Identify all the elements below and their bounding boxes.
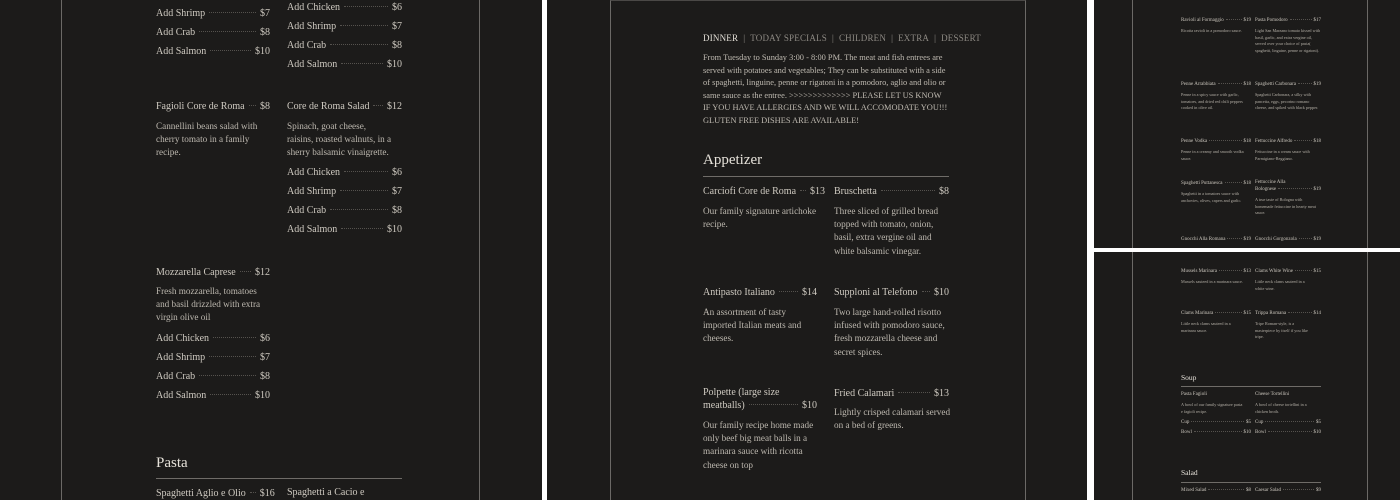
addon-row: Add Shrimp $7: [287, 21, 402, 32]
menu-item-title: Spaghetti Puttanesca $18: [1181, 181, 1251, 186]
menu-item-title: Mozzarella Caprese $12: [156, 267, 270, 278]
menu-intro-text: From Tuesday to Sunday 3:00 - 8:00 PM. The meat and fish entrees are served with potatoes and vegetables; They can be substituted with a side of spaghetti, linguine, penne or rigatoni in a pomodoro, aglio and olio or same sauce as the entree. >>>>>>>>>>>>> PLEASE LET US KNOW IF YOU HAVE ALLERGIES AND WE WILL ACCOMODATE YOU!!! GLUTEN FREE DISHES ARE AVAILABLE!: [703, 53, 948, 125]
menu-item-title: Fettuccine Alfredo $18: [1255, 139, 1321, 144]
menu-item-description: Spaghetti in a tomatoes sauce with anchovies, olives, capers and garlic.: [1181, 191, 1242, 203]
menu-item-title: Cheese Tortellini: [1255, 392, 1290, 397]
menu-item-title: Clams Marinara $15: [1181, 311, 1251, 316]
addon-row: Add Crab $8: [156, 371, 270, 382]
section-heading-pasta: Pasta: [156, 455, 188, 471]
menu-item-title: Penne Arrabbiata $18: [1181, 82, 1251, 87]
menu-item-title: Mussels Marinara $13: [1181, 269, 1251, 274]
menu-page-pasta-thumbnail: [1094, 0, 1400, 248]
menu-category-nav: [703, 33, 981, 43]
menu-item-title: Bruschetta $8: [834, 186, 949, 197]
menu-page-dinner: [547, 0, 1087, 500]
menu-item-title: Fagioli Core de Roma $8: [156, 101, 270, 112]
size-row: Cup $5: [1255, 420, 1321, 425]
menu-item-description: Little neck clams sauteed in a white wine.: [1255, 279, 1305, 291]
menu-item-title: Supploni al Telefono $10: [834, 287, 949, 298]
menu-item-description: A bowl of our family signature pasta e fagioli recipe.: [1181, 402, 1243, 414]
addon-row: Add Salmon $10: [287, 224, 402, 235]
menu-item-description: Tripe Roman-style, is a masterpiece by itself if you like tripe.: [1255, 321, 1308, 340]
page-frame: [61, 0, 480, 500]
addon-row: Add Crab $8: [287, 40, 402, 51]
menu-item-description: Penne in a creamy and smooth vodka sauce.: [1181, 149, 1244, 161]
addon-row: Add Shrimp $7: [287, 186, 402, 197]
menu-item-description: Our family recipe home made only beef big meat balls in a marinara sauce with ricotta cheese on top: [703, 420, 814, 470]
menu-item-title: Pasta Fagioli: [1181, 392, 1207, 397]
addon-row: Add Salmon $10: [156, 390, 270, 401]
menu-item-title: Caesar Salad $9: [1255, 488, 1321, 493]
menu-item-title: Ravioli al Formaggio $19: [1181, 18, 1251, 23]
menu-item-description: Spaghetti Carbonara, a silky with pancetta, eggs, pecorino romano cheese, and spiked with black pepper.: [1255, 92, 1319, 111]
menu-item-description: Penne in a spicy sauce with garlic, tomatoes, and dried red chili peppers cooked in olive oil.: [1181, 92, 1243, 111]
menu-item-title: Trippa Romana $14: [1255, 311, 1321, 316]
addon-row: Add Shrimp $7: [156, 8, 270, 19]
section-divider: [703, 176, 949, 177]
menu-item-description: A bowl of cheese tortellini in a chicken broth.: [1255, 402, 1307, 414]
size-row: Bowl $10: [1255, 430, 1321, 435]
section-divider: [156, 478, 402, 479]
addon-row: Add Chicken $6: [287, 2, 402, 13]
menu-item-title: Spaghetti Aglio e Olio $16: [156, 488, 275, 499]
menu-item-title: Spaghetti a Cacio e: [287, 487, 365, 498]
tab-extra[interactable]: EXTRA: [898, 33, 930, 43]
nav-separator: |: [934, 33, 937, 43]
menu-item-description: Cannellini beans salad with cherry tomato in a family recipe.: [156, 121, 258, 158]
menu-item-description: Lightly crisped calamari served on a bed of greens.: [834, 407, 951, 431]
menu-item-description: Light San Marzano tomato kissed with basil, garlic, and extra vergine oil, served over your choice of pasta( spaghetti, linguine, penne or rigatoni).: [1255, 28, 1321, 53]
menu-item-title: Pasta Pomodoro $17: [1255, 18, 1321, 23]
menu-item-title: Gnocchi Alla Romana $19: [1181, 237, 1251, 242]
menu-item-title-line: Fettuccine Alla: [1255, 180, 1286, 185]
menu-page-left: [0, 0, 542, 500]
nav-separator: |: [831, 33, 834, 43]
menu-item-description: Little neck clams sauteed in a marinara sauce.: [1181, 321, 1231, 333]
size-row: Bowl $10: [1181, 430, 1251, 435]
menu-item-description: Fresh mozzarella, tomatoes and basil drizzled with extra virgin olive oil: [156, 286, 261, 323]
addon-row: Add Salmon $10: [287, 59, 402, 70]
addon-row: Add Shrimp $7: [156, 352, 270, 363]
page-frame: [1132, 0, 1368, 248]
menu-item-description: Spinach, goat cheese, raisins, roasted walnuts, in a sherry balsamic vinaigrette.: [287, 121, 392, 158]
nav-separator: |: [743, 33, 746, 43]
menu-item-title: Spaghetti Carbonara $19: [1255, 82, 1321, 87]
tab-today-specials[interactable]: TODAY SPECIALS: [750, 33, 827, 43]
menu-item-description: Ricotta ravioli in a pomodoro sauce.: [1181, 28, 1242, 33]
menu-item-description: Three sliced of grilled bread topped with tomato, onion, basil, extra vergine oil and white balsamic vinegar.: [834, 206, 939, 256]
menu-item-title: Penne Vodka $18: [1181, 139, 1251, 144]
menu-item-description: Fettuccine in a cream sauce with Parmigiano-Reggiano.: [1255, 149, 1310, 161]
section-heading-appetizer: Appetizer: [703, 152, 763, 168]
menu-page-soup-salad-thumbnail: [1094, 252, 1400, 500]
section-heading-salad: Salad: [1181, 468, 1198, 477]
addon-row: Add Chicken $6: [287, 167, 402, 178]
menu-item-title: Clams White Wine $15: [1255, 269, 1321, 274]
menu-item-title: Mixed Salad $8: [1181, 488, 1251, 493]
size-row: Cup $5: [1181, 420, 1251, 425]
menu-item-title: Core de Roma Salad $12: [287, 101, 402, 112]
addon-row: Add Crab $8: [287, 205, 402, 216]
menu-item-title: meatballs) $10: [703, 400, 817, 411]
addon-row: Add Chicken $6: [156, 333, 270, 344]
menu-item-title: Gnocchi Gorgonzola $19: [1255, 237, 1321, 242]
addon-row: Add Salmon $10: [156, 46, 270, 57]
section-heading-soup: Soup: [1181, 373, 1197, 382]
page-frame: [1132, 252, 1368, 500]
menu-item-description: A true taste of Bologna with homemade fettuccine in hearty meat sauce.: [1255, 197, 1316, 216]
menu-item-title: Fried Calamari $13: [834, 388, 949, 399]
menu-item-title: Antipasto Italiano $14: [703, 287, 817, 298]
menu-item-title-line: Polpette (large size: [703, 387, 780, 398]
nav-separator: |: [891, 33, 894, 43]
menu-item-description: Mussels sauteed in a marinara sauce.: [1181, 279, 1243, 284]
menu-item-description: An assortment of tasty imported Italian meats and cheeses.: [703, 307, 802, 344]
menu-item-description: Our family signature artichoke recipe.: [703, 206, 817, 230]
addon-row: Add Crab $8: [156, 27, 270, 38]
menu-item-title: Bolognese $19: [1255, 187, 1321, 192]
menu-item-title: Carciofi Core de Roma $13: [703, 186, 826, 197]
section-divider: [1181, 386, 1321, 387]
tab-dessert[interactable]: DESSERT: [941, 33, 981, 43]
tab-children[interactable]: CHILDREN: [838, 33, 887, 43]
tab-dinner[interactable]: DINNER: [703, 33, 739, 43]
menu-item-description: Two large hand-rolled risotto infused with pomodoro sauce, fresh mozzarella cheese and secret spices.: [834, 307, 945, 357]
section-divider: [1181, 482, 1321, 483]
